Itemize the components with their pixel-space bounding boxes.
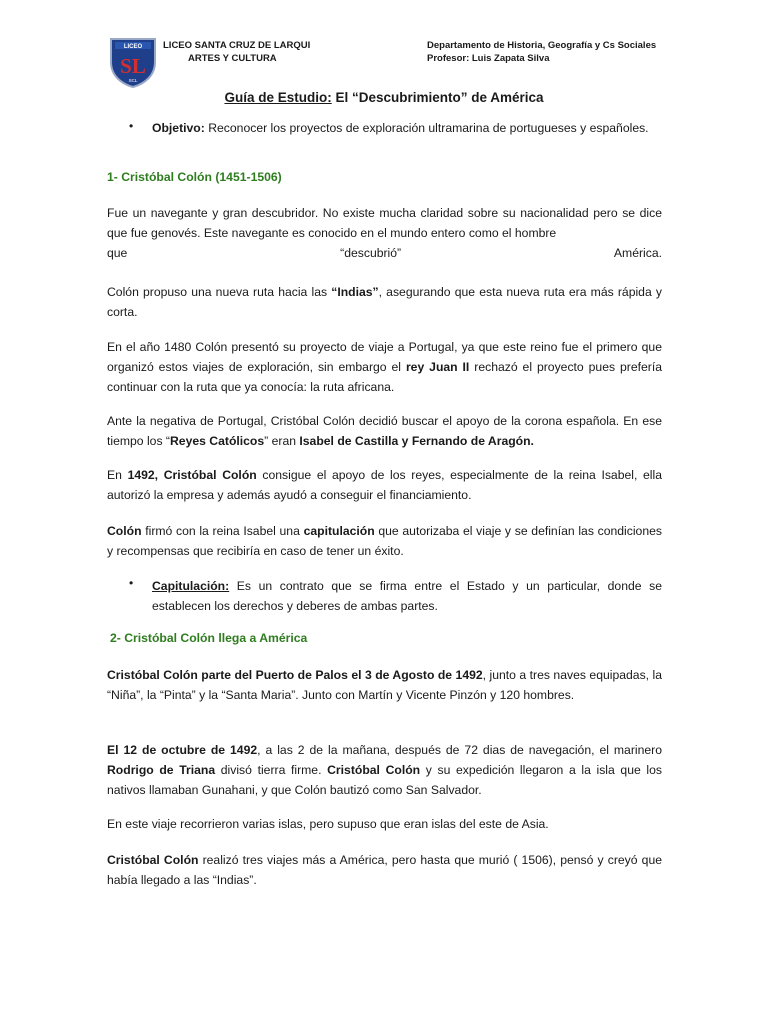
paragraph-text: En el año 1480 Colón presentó su proyecto de viaje a Portugal, ya que este reino fue el primero que organizó estos viajes de exploración, sin embargo el [107,340,662,374]
objective-text: Reconocer los proyectos de exploración ultramarina de portugueses y españoles. [204,121,649,135]
logo-monogram: SL [120,54,146,78]
title-text: El “Descubrimiento” de América [331,90,544,105]
bold-text: capitulación [303,524,375,538]
logo-bottom-text: SCL [128,78,138,83]
bold-text: El 12 de octubre de 1492 [107,743,258,757]
paragraph-text: y su expedición llegaron a la isla que los nativos llamaban Gunahani, y que Colón bautizó como San Salvador. [107,763,662,797]
objective-label: Objetivo: [152,121,205,135]
bold-text: Cristóbal Colón [107,853,199,867]
definition [152,576,662,616]
bold-text: Colón [107,524,142,538]
paragraph-text: realizó tres viajes más a América, pero hasta que murió ( 1506), pensó y creyó que había llegado a las “Indias”. [107,853,662,887]
paragraph [107,665,662,705]
paragraph [107,337,662,397]
department-name: Departamento de Historia, Geografía y Cs Sociales [427,40,657,51]
definition-label: Capitulación: [152,579,230,593]
bold-text: 1492, Cristóbal Colón [127,468,257,482]
paragraph-text: Colón propuso una nueva ruta hacia las [107,285,332,299]
paragraph-text: , asegurando que esta nueva ruta era más rápida y corta. [107,285,662,319]
page-title [0,90,768,105]
paragraph-text: En [107,468,128,482]
bold-text: Cristóbal Colón [327,763,421,777]
paragraph [107,465,662,505]
paragraph [107,411,662,451]
school-name: LICEO SANTA CRUZ DE LARQUI [163,40,311,51]
department-block [427,39,656,65]
bold-text: Rodrigo de Triana [107,763,216,777]
paragraph [107,521,662,561]
objective [152,119,662,138]
paragraph-line [107,243,662,263]
paragraph-text: Ante la negativa de Portugal, Cristóbal Colón decidió buscar el apoyo de la corona española. En ese tiempo los “ [107,414,662,448]
paragraph: Fue un navegante y gran descubridor. No existe mucha claridad sobre su nacionalidad pero se dice que fue genovés. Este navegante es conocido en el mundo entero como el hombre [107,206,662,240]
paragraph-text: rechazó el proyecto pues prefería continuar con la ruta que ya conocía: la ruta africana. [107,360,663,394]
paragraph-text: firmó con la reina Isabel una [141,524,304,538]
paragraph-text: , a las 2 de la mañana, después de 72 dias de navegación, el marinero [257,743,662,757]
bullet-icon: • [129,119,134,133]
school-subtitle: ARTES Y CULTURA [188,53,277,64]
paragraph [107,740,662,800]
paragraph-text: consigue el apoyo de los reyes, especialmente de la reina Isabel, ella autorizó la empresa y además ayudó a conseguir el financiamiento. [107,468,662,502]
title-label: Guía de Estudio: [224,90,332,105]
bold-text: Isabel de Castilla y Fernando de Aragón. [299,434,534,448]
bold-text: Reyes Católicos [170,434,265,448]
paragraph-text: que “descubrió” América. [107,246,662,260]
school-logo [108,36,158,88]
paragraph-text: divisó tierra firme. [215,763,328,777]
paragraph [107,850,662,890]
bullet-icon: • [129,576,134,590]
section-1-heading: 1- Cristóbal Colón (1451-1506) [107,170,282,184]
school-name-block [163,39,310,65]
paragraph: En este viaje recorrieron varias islas, pero supuso que eran islas del este de Asia. [107,817,549,831]
bold-text: “Indias” [331,285,379,299]
paragraph-text: ” eran [264,434,300,448]
bold-text: Cristóbal Colón parte del Puerto de Palos el 3 de Agosto de 1492 [107,668,483,682]
definition-text: Es un contrato que se firma entre el Estado y un particular, donde se establecen los derechos y deberes de ambas partes. [152,579,662,613]
logo-top-text: LICEO [123,44,143,50]
paragraph [107,282,662,322]
teacher-name: Profesor: Luis Zapata Silva [427,53,550,64]
bold-text: rey Juan II [405,360,470,374]
paragraph-text: que autorizaba el viaje y se definían las condiciones y recompensas que recibiría en caso de tener un éxito. [107,524,662,558]
section-2-heading: 2- Cristóbal Colón llega a América [110,631,308,645]
paragraph-text: , junto a tres naves equipadas, la “Niña”, la “Pinta” y la “Santa Maria”. Junto con Martín y Vicente Pinzón y 120 hombres. [107,668,662,702]
